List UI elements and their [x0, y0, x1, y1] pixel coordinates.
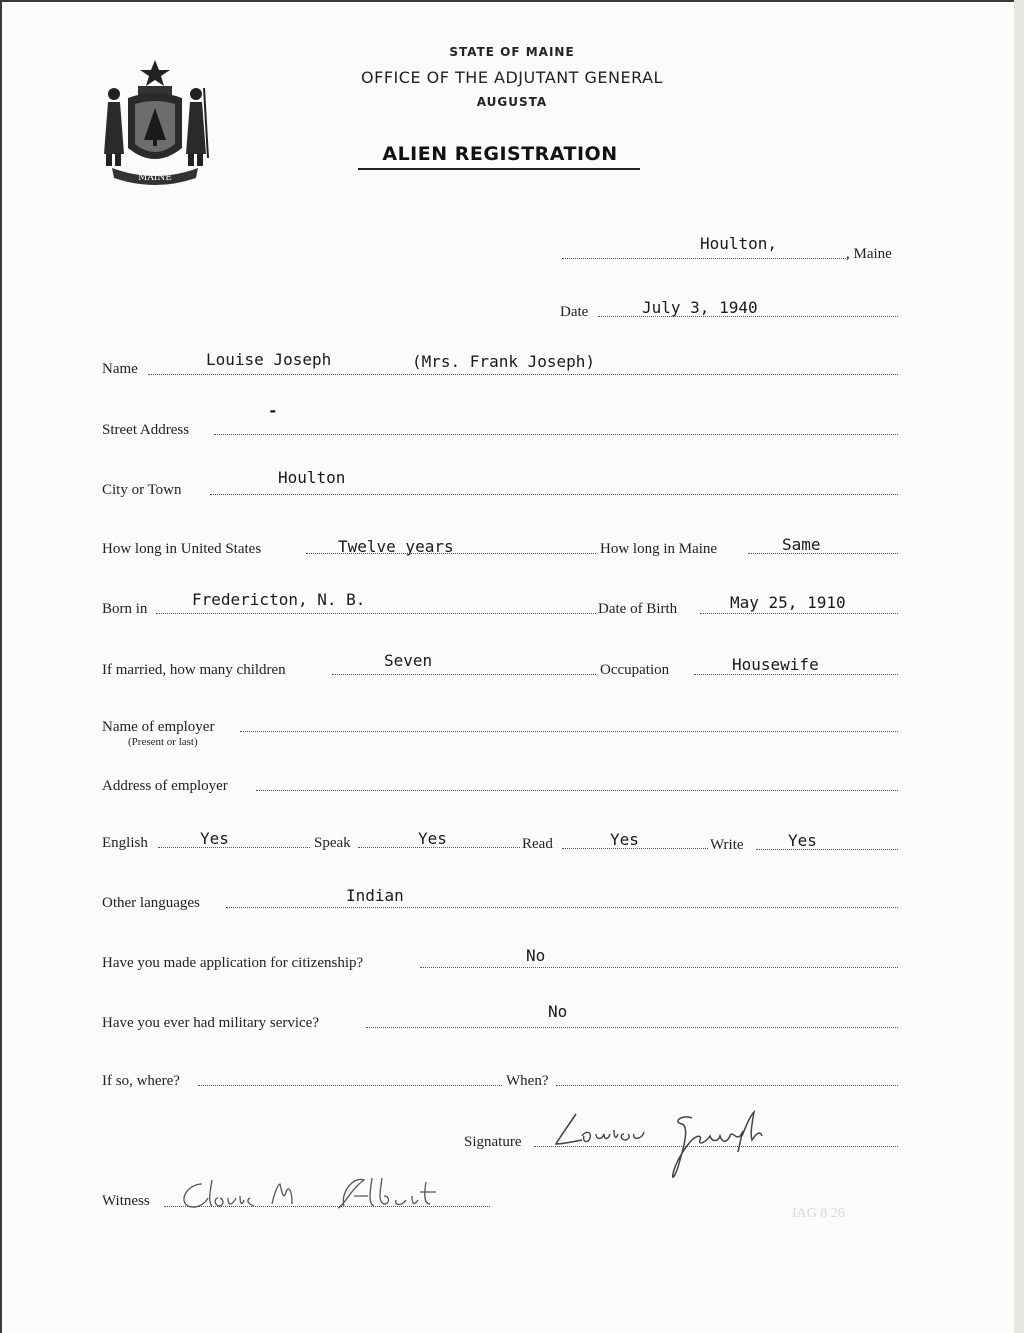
born-in-label: Born in: [102, 601, 148, 617]
form-title: ALIEN REGISTRATION: [382, 143, 618, 165]
dob-label: Date of Birth: [598, 601, 678, 617]
name-label: Name: [102, 361, 138, 377]
when-line: [556, 1085, 898, 1086]
write-label: Write: [710, 837, 744, 853]
witness-handwriting: [168, 1170, 468, 1220]
read-label: Read: [522, 836, 553, 852]
maine-duration-value: Same: [782, 535, 821, 554]
header-state: STATE OF MAINE: [449, 45, 575, 59]
city-line: [210, 494, 898, 495]
speak-label: Speak: [314, 835, 351, 851]
employer-name-sublabel: (Present or last): [128, 736, 198, 748]
witness-label: Witness: [102, 1193, 150, 1209]
name-alias-value: (Mrs. Frank Joseph): [412, 352, 596, 371]
born-in-line: [156, 613, 596, 614]
us-duration-value: Twelve years: [338, 537, 454, 556]
children-value: Seven: [384, 651, 433, 670]
employer-name-label: Name of employer: [102, 719, 215, 735]
citizenship-value: No: [526, 946, 546, 965]
dob-value: May 25, 1910: [730, 593, 846, 612]
maine-duration-label: How long in Maine: [600, 541, 718, 557]
scan-edge: [1014, 0, 1024, 1333]
signature-label: Signature: [464, 1134, 522, 1150]
other-languages-label: Other languages: [102, 895, 200, 911]
date-value: July 3, 1940: [642, 298, 758, 317]
us-duration-label: How long in United States: [102, 541, 262, 557]
title-underline: [358, 168, 640, 170]
street-label: Street Address: [102, 422, 190, 438]
other-languages-value: Indian: [346, 886, 404, 905]
english-value: Yes: [200, 829, 229, 848]
where-label: If so, where?: [102, 1073, 180, 1089]
military-label: Have you ever had military service?: [102, 1015, 319, 1031]
other-languages-line: [226, 907, 898, 908]
children-label: If married, how many children: [102, 662, 286, 678]
english-label: English: [102, 835, 148, 851]
location-line: [562, 258, 848, 259]
header-city: AUGUSTA: [476, 95, 548, 109]
read-value: Yes: [610, 830, 639, 849]
born-in-value: Fredericton, N. B.: [192, 590, 366, 609]
dob-line: [700, 613, 898, 614]
military-value: No: [548, 1002, 568, 1021]
occupation-label: Occupation: [600, 662, 670, 678]
where-line: [198, 1085, 502, 1086]
occupation-value: Housewife: [732, 655, 819, 674]
faint-stamp: IAG 8 26: [792, 1206, 845, 1221]
street-line: [214, 434, 898, 435]
date-label: Date: [560, 304, 589, 320]
employer-address-line: [256, 790, 898, 791]
location-state: , Maine: [846, 246, 892, 262]
city-value: Houlton: [278, 468, 346, 487]
citizenship-line: [420, 967, 898, 968]
english-line: [158, 847, 310, 848]
name-line: [148, 374, 898, 375]
location-town: Houlton,: [700, 234, 778, 253]
employer-address-label: Address of employer: [102, 778, 228, 794]
signature-handwriting: [546, 1100, 796, 1190]
seal-banner-text: MAINE: [138, 173, 172, 183]
write-value: Yes: [788, 831, 817, 850]
name-value: Louise Joseph: [206, 350, 332, 369]
maine-duration-line: [748, 553, 898, 554]
occupation-line: [694, 674, 898, 675]
write-line: [756, 849, 898, 850]
street-value: -: [268, 401, 278, 420]
city-label: City or Town: [102, 482, 182, 498]
citizenship-label: Have you made application for citizenship?: [102, 955, 364, 971]
speak-value: Yes: [418, 829, 447, 848]
employer-name-line: [240, 731, 898, 732]
military-line: [366, 1027, 898, 1028]
header-office: OFFICE OF THE ADJUTANT GENERAL: [361, 68, 663, 87]
children-line: [332, 674, 596, 675]
when-label: When?: [506, 1073, 549, 1089]
